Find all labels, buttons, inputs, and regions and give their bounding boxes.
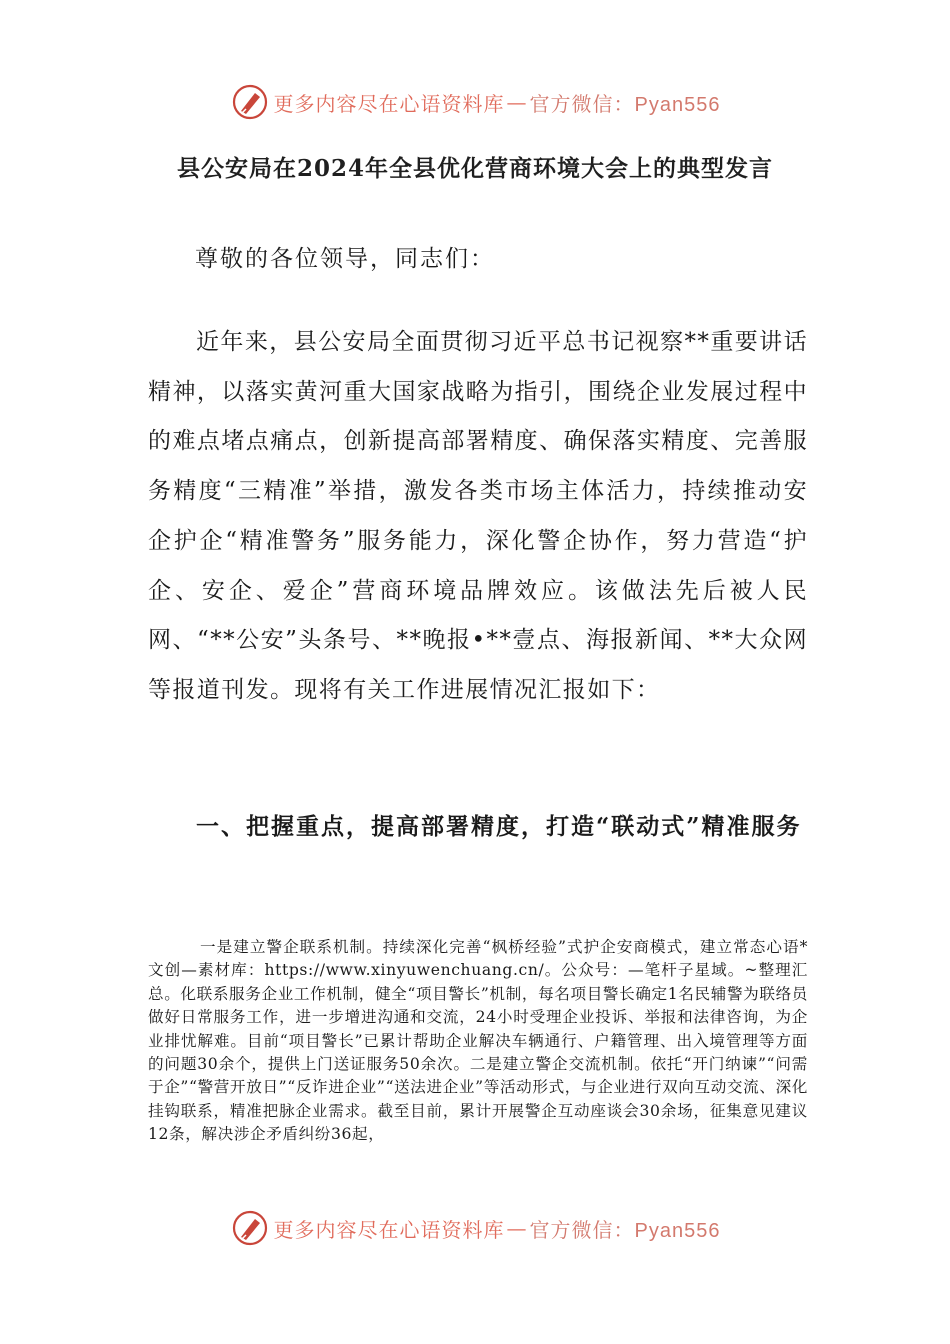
section-1-body: 一是建立警企联系机制。持续深化完善“枫桥经验”式护企安商模式，建立常态心语*文创—素材库：https://www.xinyuwenchuang.cn/。公众号：—笔杆子星域。~整理汇总。化联系服务企业工作机制，健全“项目警长”机制，每名项目警长确定1名民辅警为联络员做好日常服务工作，进一步增进沟通和交流，24小时受理企业投诉、举报和法律咨询，为企业排忧解难。目前“项目警长”已累计帮助企业解决车辆通行、户籍管理、出入境管理等方面的问题30余个，提供上门送证服务50余次。二是建立警企交流机制。依托“开门纳谏”“问需于企”“警营开放日”“反诈进企业”“送法进企业”等活动形式，与企业进行双向互动交流、深化挂钩联系，精准把脉企业需求。截至目前，累计开展警企互动座谈会30余场，征集意见建议12条，解决涉企矛盾纠纷36起， — [148, 938, 808, 1144]
intro-paragraph: 近年来，县公安局全面贯彻习近平总书记视察**重要讲话精神，以落实黄河重大国家战略为指引，围绕企业发展过程中的难点堵点痛点，创新提高部署精度、确保落实精度、完善服务精度“三精准”举措，激发各类市场主体活力，持续推动安企护企“精准警务”服务能力，深化警企协作，努力营造“护企、安企、爱企”营商环境品牌效应。该做法先后被人民网、“**公安”头条号、**晚报•**壹点、海报新闻、**大众网等报道刊发。现将有关工作进展情况汇报如下： — [148, 329, 808, 703]
banner-text: 更多内容尽在心语资料库 — [273, 1217, 505, 1242]
header-watermark-banner — [0, 82, 950, 122]
section-1-heading: 一、把握重点，提高部署精度，打造“联动式”精准服务 — [196, 813, 802, 840]
pen-nib-circle-logo-icon — [230, 82, 270, 122]
banner-separator: — — [506, 90, 528, 114]
footer-watermark-banner — [0, 1208, 950, 1248]
banner-separator: — — [506, 1216, 528, 1240]
document-title: 县公安局在2024年全县优化营商环境大会上的典型发言 — [176, 155, 773, 182]
banner-wechat: 官方微信：Pyan556 — [529, 1219, 721, 1242]
pen-nib-circle-logo-icon — [230, 1208, 270, 1248]
salutation: 尊敬的各位领导，同志们： — [195, 246, 495, 272]
banner-wechat: 官方微信：Pyan556 — [529, 93, 721, 116]
banner-text: 更多内容尽在心语资料库 — [273, 91, 505, 116]
